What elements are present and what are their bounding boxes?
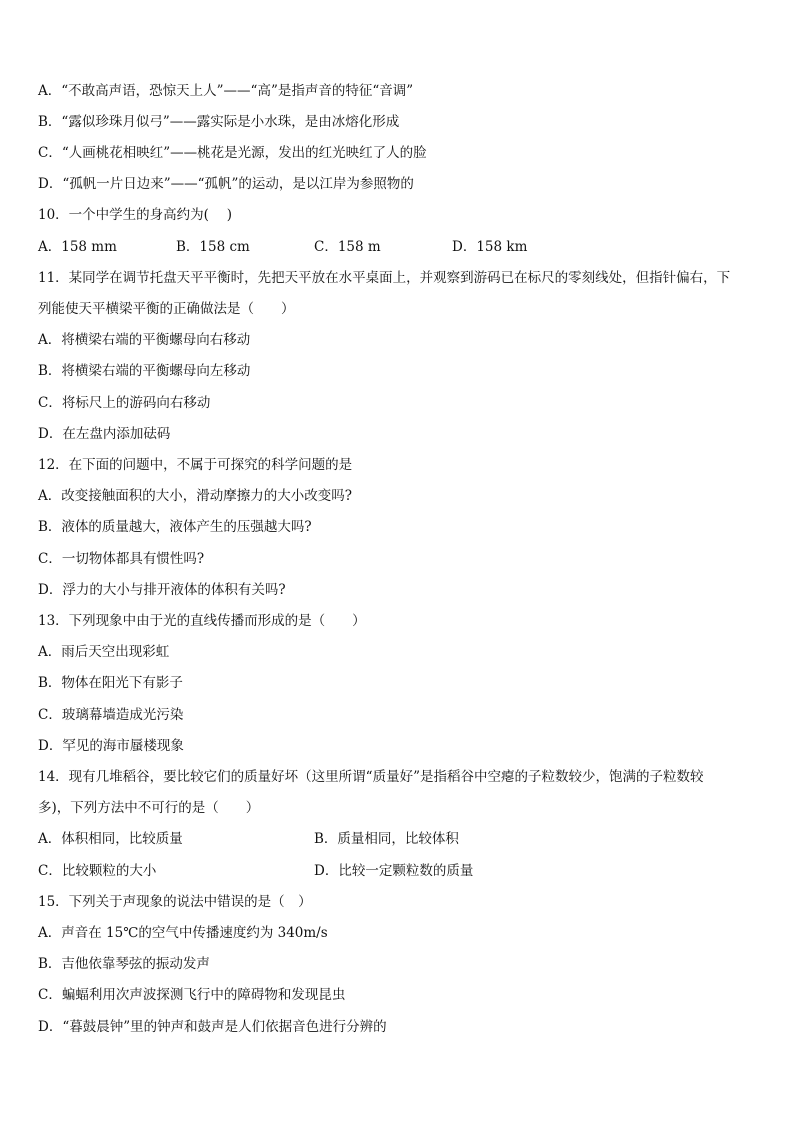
q14-option-b: B．质量相同，比较体积	[314, 831, 459, 847]
q12-option-b: B．液体的质量越大，液体产生的压强越大吗?	[38, 519, 312, 535]
q13-option-b: B．物体在阳光下有影子	[38, 675, 183, 691]
q11-stem-line1: 11．某同学在调节托盘天平平衡时，先把天平放在水平桌面上，并观察到游码已在标尺的零刻线处，但指针偏右，下	[38, 270, 731, 286]
q12-option-d: D．浮力的大小与排开液体的体积有关吗?	[38, 582, 286, 598]
q12-stem: 12．在下面的问题中，不属于可探究的科学问题的是	[38, 457, 353, 473]
q11-option-a: A．将横梁右端的平衡螺母向右移动	[38, 332, 251, 348]
q14-options-row1	[38, 829, 459, 849]
q15-option-a: A．声音在 15℃的空气中传播速度约为 340m/s	[38, 925, 328, 941]
q14-stem-line2: 多)，下列方法中不可行的是（ ）	[38, 800, 260, 816]
q12-option-a: A．改变接触面积的大小，滑动摩擦力的大小改变吗?	[38, 488, 352, 504]
q11-option-b: B．将横梁右端的平衡螺母向左移动	[38, 363, 251, 379]
q13-option-a: A．雨后天空出现彩虹	[38, 644, 170, 660]
q9-option-c: C．“人画桃花相映红”——桃花是光源，发出的红光映红了人的脸	[38, 145, 427, 161]
q13-option-c: C．玻璃幕墙造成光污染	[38, 707, 184, 723]
q15-stem: 15．下列关于声现象的说法中错误的是（ ）	[38, 894, 312, 910]
q14-options-row2	[38, 861, 473, 881]
q11-option-d: D．在左盘内添加砝码	[38, 426, 171, 442]
q10-option-d: D．158 km	[452, 239, 528, 255]
q11-option-c: C．将标尺上的游码向右移动	[38, 395, 211, 411]
q12-option-c: C．一切物体都具有惯性吗?	[38, 551, 205, 567]
q9-option-d: D．“孤帆一片日边来”——“孤帆”的运动，是以江岸为参照物的	[38, 176, 414, 192]
q14-stem-line1: 14．现有几堆稻谷，要比较它们的质量好坏（这里所谓“质量好”是指稻谷中空瘪的子粒数较少，饱满的子粒数较	[38, 769, 704, 785]
q13-option-d: D．罕见的海市蜃楼现象	[38, 738, 184, 754]
q14-option-a: A．体积相同，比较质量	[38, 831, 183, 847]
q9-option-a: A．“不敢高声语，恐惊天上人”——“高”是指声音的特征“音调”	[38, 83, 414, 99]
q15-option-c: C．蝙蝠利用次声波探测飞行中的障碍物和发现昆虫	[38, 987, 346, 1003]
q10-option-a: A．158 mm	[38, 239, 117, 255]
q15-option-d: D．“暮鼓晨钟”里的钟声和鼓声是人们依据音色进行分辨的	[38, 1019, 387, 1035]
q14-option-c: C．比较颗粒的大小	[38, 863, 157, 879]
q10-stem: 10．一个中学生的身高约为( )	[38, 207, 233, 223]
q14-option-d: D．比较一定颗粒数的质量	[314, 863, 474, 879]
q15-option-b: B．吉他依靠琴弦的振动发声	[38, 956, 210, 972]
q13-stem: 13．下列现象中由于光的直线传播而形成的是（ ）	[38, 613, 366, 629]
q11-stem-line2: 列能使天平横梁平衡的正确做法是（ ）	[38, 301, 295, 317]
q10-options	[38, 237, 527, 257]
q9-option-b: B．“露似珍珠月似弓”——露实际是小水珠，是由冰熔化形成	[38, 114, 400, 130]
q10-option-c: C．158 m	[314, 239, 381, 255]
q10-option-b: B．158 cm	[176, 239, 250, 255]
